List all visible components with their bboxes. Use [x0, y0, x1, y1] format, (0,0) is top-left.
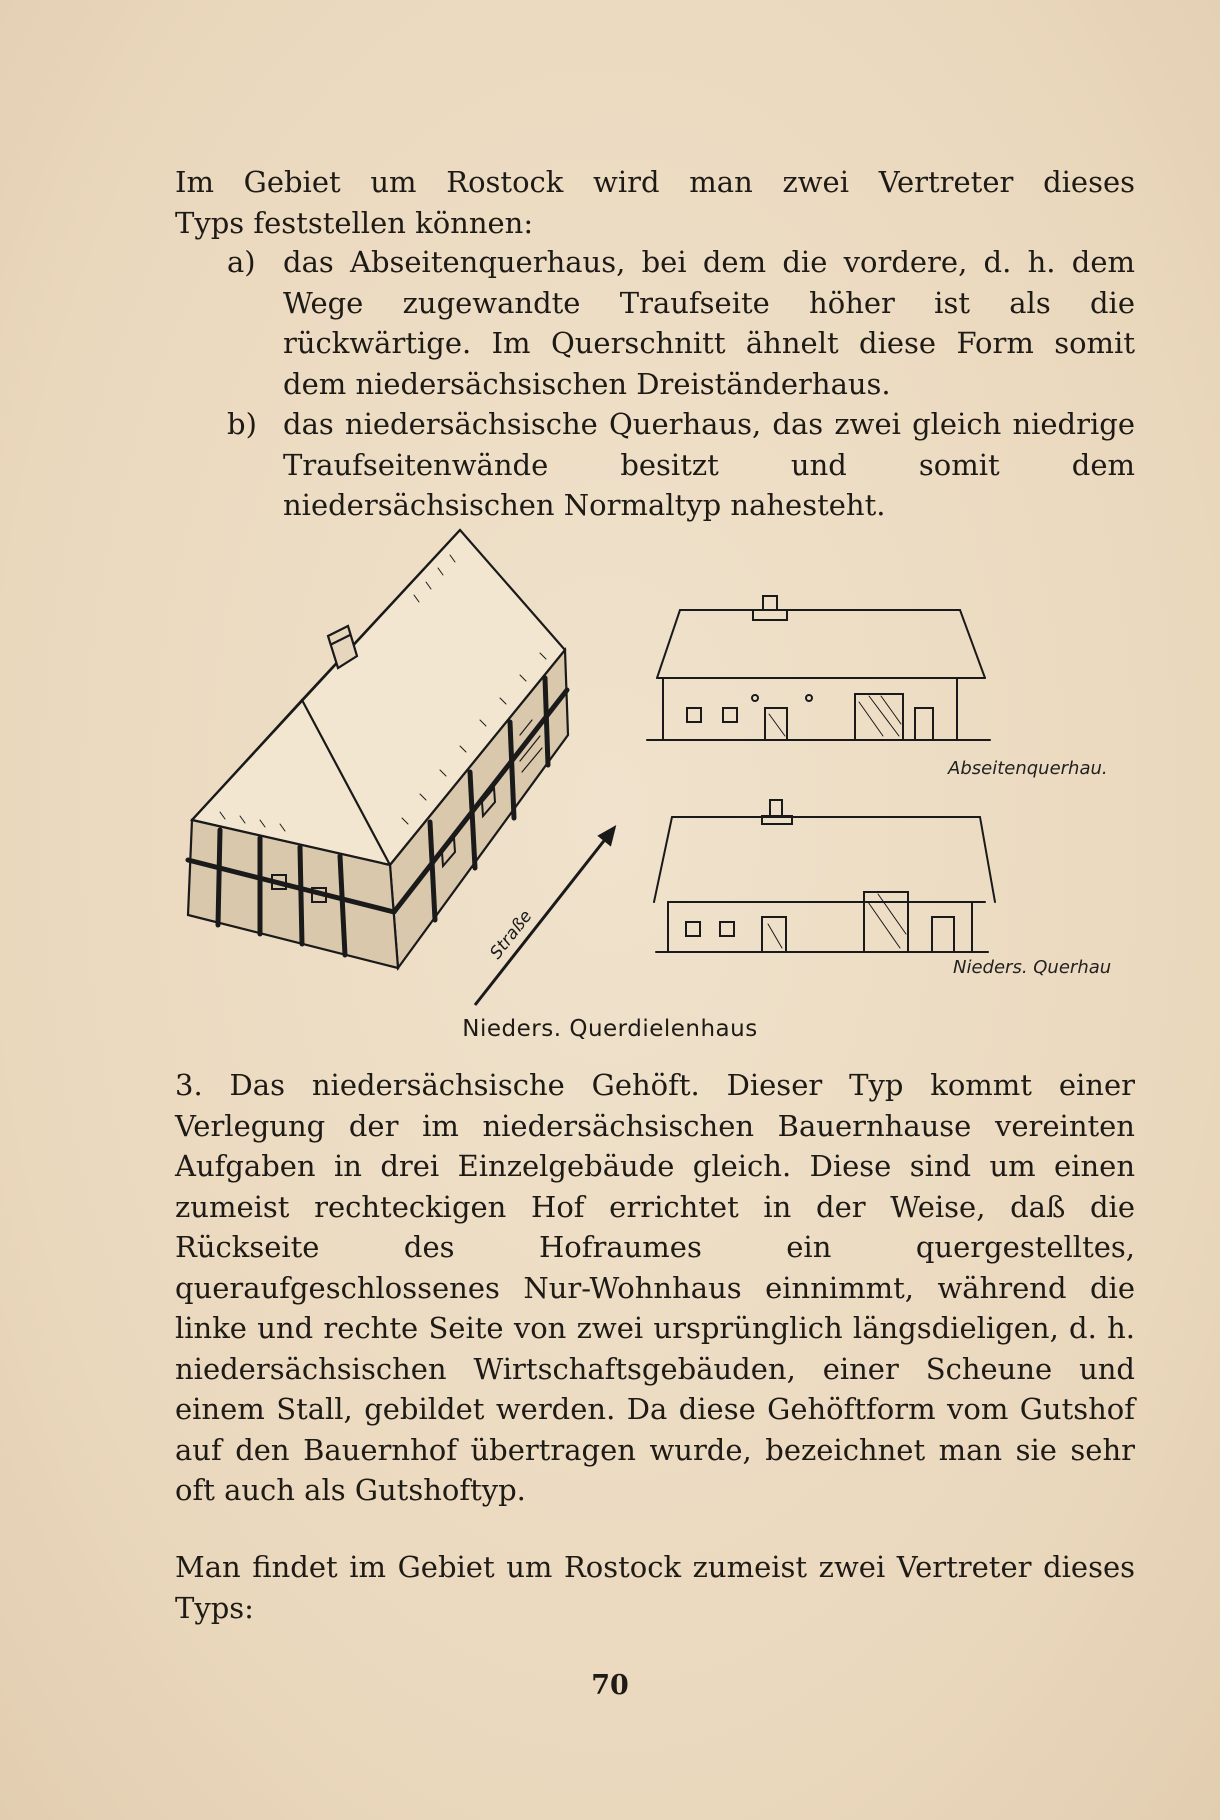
list-item: [175, 404, 1135, 526]
list-item-text: das Abseitenquerhaus, bei dem die vordere, d. h. dem Wege zugewandte Traufseite höher ist als die rückwärtige. Im Querschnitt ähnelt diese Form somit dem niedersächsischen Dreiständerhaus.: [283, 245, 1135, 401]
querhaus-label: Nieders. Querhau: [953, 957, 1112, 978]
querhaus-elevation: [650, 792, 1010, 952]
street-label: Straße: [486, 906, 537, 964]
list-item: [175, 242, 1135, 404]
list-item-mark: a): [227, 245, 256, 279]
list-item-text: das niedersächsische Querhaus, das zwei gleich niedrige Traufseitenwände besitzt und somit dem niedersächsischen Normaltyp nahesteht.: [283, 407, 1135, 522]
page-number: 70: [591, 1670, 629, 1701]
intro-line-1: Im Gebiet um Rostock wird man zwei Vertreter dieses: [175, 165, 1135, 199]
abseitenquerhaus-label: Abseitenquerhau.: [948, 758, 1108, 779]
figure-caption: Nieders. Querdielenhaus: [462, 1016, 758, 1042]
intro-paragraph: [175, 162, 1135, 243]
section-3-paragraph: 3. Das niedersächsische Gehöft. Dieser Typ kommt einer Verlegung der im niedersächsischen Bauernhause vereinten Aufgaben in drei Einzelgebäude gleich. Diese sind um einen zumeist rechteckigen Hof errichtet in der Weise, daß die Rückseite des Hofraumes ein quergestelltes, queraufgeschlossenes Nur-Wohnhaus einnimmt, während die linke und rechte Seite von zwei ursprünglich längsdieligen, d. h. niedersächsischen Wirtschaftsgebäuden, einer Scheune und einem Stall, gebildet werden. Da diese Gehöftform vom Gutshof auf den Bauernhof übertragen wurde, bezeichnet man sie sehr oft auch als Gutshoftyp.: [175, 1068, 1135, 1507]
abseitenquerhaus-elevation: [645, 590, 1005, 750]
list-item-mark: b): [227, 407, 257, 441]
intro-line-2: Typs feststellen können:: [175, 205, 534, 240]
type-list: [175, 242, 1135, 526]
section-3-continuation: Man findet im Gebiet um Rostock zumeist zwei Vertreter dieses Typs:: [175, 1550, 1135, 1625]
